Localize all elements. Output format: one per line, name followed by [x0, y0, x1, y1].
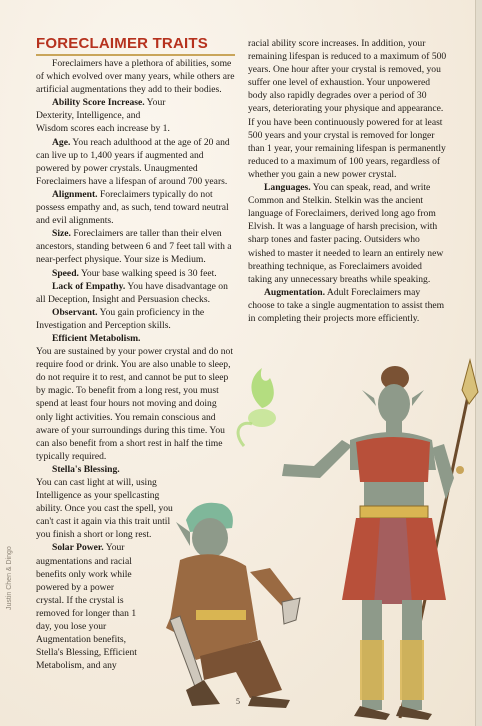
trait-label: Observant.	[52, 306, 98, 318]
trait-size	[36, 227, 235, 266]
page-number: 5	[236, 697, 240, 706]
trait-observant	[36, 306, 235, 332]
trait-label: Ability Score Increase.	[52, 97, 145, 109]
trait-blessing-label: Stella's Blessing.	[52, 463, 120, 475]
trait-label: Size.	[52, 228, 71, 240]
trait-label: Alignment.	[52, 188, 98, 200]
section-title: FORECLAIMER TRAITS	[36, 35, 208, 52]
illustration-credit: Justin Chen & Dingo	[6, 546, 13, 610]
trait-blessing-text: You can cast light at will, using Intelligence as your spellcasting ability. Once you cast the spell, you can't cast it again via this trait until you finish a short or long rest.	[36, 477, 173, 541]
trait-label: Languages.	[264, 182, 311, 194]
intro-paragraph: Foreclaimers have a plethora of abilities, some of which evolved over many years, while others are artificial augmentations they add to their bodies.	[36, 58, 235, 96]
trait-text: Your base walking speed is 30 feet.	[78, 267, 217, 279]
title-underline	[36, 54, 235, 56]
trait-text: Foreclaimers are taller than their elven ancestors, standing between 6 and 7 feet tall with a near-perfect physique. Your size is Medium.	[36, 228, 232, 266]
standing-foreclaimer-figure	[282, 366, 454, 720]
trait-text: You gain proficiency in the Investigation and Perception skills.	[36, 306, 205, 331]
trait-augmentation	[248, 286, 448, 325]
trait-label: Lack of Empathy.	[52, 280, 126, 292]
trait-label: Augmentation.	[264, 286, 326, 298]
trait-solar-power	[36, 541, 235, 672]
trait-metabolism-text: You are sustained by your power crystal and do not require food or drink. You are also unable to sleep, do not require it to rest, and cannot be put to sleep by magic. To benefit from a long rest, you must spend at least four hours not moving and doing only light activities. You remain conscious and aware of your surroundings during this time. You can also benefit from a short rest in half the time typically required.	[36, 346, 233, 462]
trait-text: Adult Foreclaimers may choose to take a single augmentation to assist them in completing their projects more efficiently.	[248, 286, 445, 324]
trait-text: You reach adulthood at the age of 20 and can live up to 1,400 years if augmented and powered by power crystals. Unaugmented Foreclaimers have a lifespan of around 700 years.	[36, 136, 230, 187]
trait-text: You can speak, read, and write Common and Stelkin. Stelkin was the ancient language of Foreclaimers, derived long ago from Elvish. It was a language of harsh precision, with sharp tones and faster pacing. Outsiders who wished to master it needed to learn an entirely new breathing technique, as Foreclaimers avoided taking any unnecessary breaths while speaking.	[248, 182, 444, 285]
trait-speed	[36, 267, 235, 280]
trait-text: You have disadvantage on all Deception, Insight and Persuasion checks.	[36, 280, 228, 305]
magic-flame-icon	[238, 368, 276, 446]
trait-ability-score	[36, 96, 235, 135]
trait-text: Foreclaimers typically do not possess empathy and, as such, tend toward neutral and evil alignments.	[36, 188, 229, 227]
trait-lack-of-empathy	[36, 280, 235, 306]
trait-alignment	[36, 188, 235, 227]
trait-text: Your augmentations and racial benefits only work while powered by a power crystal. If the crystal is removed for longer than 1 day, you lose your Augmentation benefits, Stella's Blessing, Efficient Metabolism, and any	[36, 542, 137, 672]
trait-languages	[248, 181, 448, 286]
trait-metabolism-label: Efficient Metabolism.	[52, 332, 141, 344]
solar-power-continued: racial ability score increases. In addition, your remaining lifespan is reduced to a maximum of 500 years. One hour after your crystal is removed, you suffer one level of exhaustion. Your unpowered body also rapidly degrades over a period of 30 years, deteriorating your physique and appearance. If you have been continuously powered for at least 500 years and your crystal is removed for longer than 1 year, your remaining lifespan is permanently reduced to a maximum of 100 years, regardless of whether you gain a new power crystal.	[248, 38, 447, 180]
trait-text: Your Dexterity, Intelligence, and Wisdom scores each increase by 1.	[36, 97, 170, 135]
left-column	[36, 57, 235, 672]
trait-label: Speed.	[52, 267, 79, 279]
trait-age	[36, 136, 235, 188]
trait-label: Age.	[52, 136, 71, 148]
trait-label: Solar Power.	[52, 542, 104, 554]
right-column	[248, 37, 448, 325]
